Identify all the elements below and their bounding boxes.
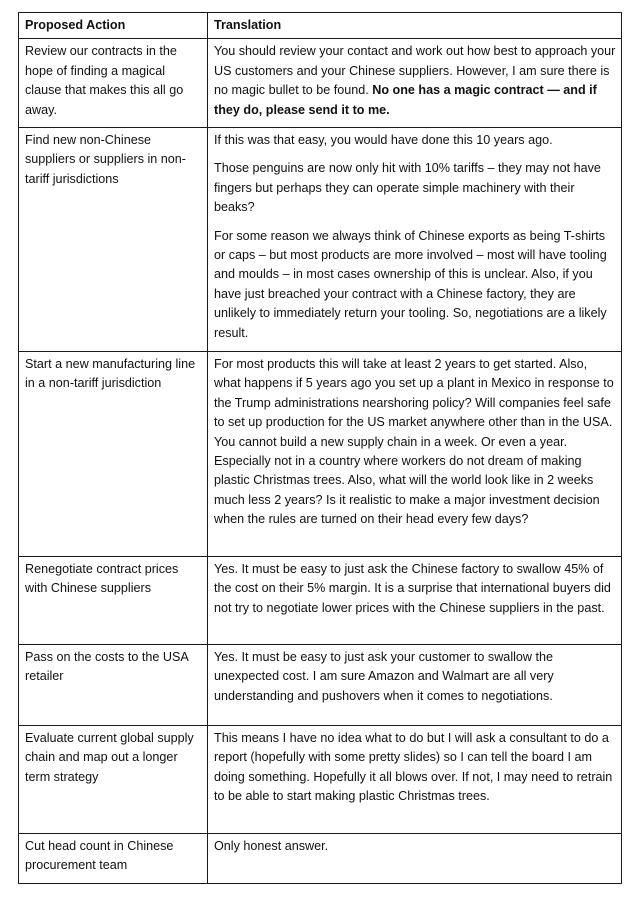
translation-cell — [208, 557, 622, 645]
translation-cell — [208, 352, 622, 557]
translation-paragraph: This means I have no idea what to do but I will ask a consultant to do a report (hopefully with some pretty slides) so I can tell the board I am doing something. Hopefully it all blows over. If not, I may need to retrain to be able to start making plastic Christmas trees. — [214, 731, 613, 804]
translation-paragraph: For some reason we always think of Chinese exports as being T-shirts or caps – but most products are more involved – most will have tooling and moulds – in most cases ownership of this is unclear. Also, if you have just breached your contract with a Chinese factory, they are unlikely to immediately return your tooling. So, negotiations are a likely result. — [214, 228, 607, 340]
table-row — [19, 726, 622, 834]
translation-cell — [208, 834, 622, 884]
table-row — [19, 128, 622, 352]
proposed-action-cell: Renegotiate contract prices with Chinese suppliers — [19, 557, 208, 645]
translation-cell — [208, 128, 622, 352]
translation-bold-text: No one has a magic contract — and if they do, please send it to me. — [214, 83, 597, 117]
proposed-action-cell: Start a new manufacturing line in a non-tariff jurisdiction — [19, 352, 208, 557]
translation-paragraph: Only honest answer. — [214, 839, 329, 854]
translation-paragraph: If this was that easy, you would have done this 10 years ago. — [214, 133, 553, 148]
table-row — [19, 557, 622, 645]
translation-text: You should review your contact and work out how best to approach your US customers and your Chinese suppliers. However, I am sure there is no magic bullet to be found. — [214, 44, 616, 98]
proposed-action-cell: Evaluate current global supply chain and map out a longer term strategy — [19, 726, 208, 834]
actions-table — [18, 12, 622, 884]
translation-cell — [208, 645, 622, 726]
table-header-row — [19, 13, 622, 39]
translation-cell — [208, 39, 622, 128]
header-translation: Translation — [208, 13, 622, 39]
header-proposed-action: Proposed Action — [19, 13, 208, 39]
table-row — [19, 834, 622, 884]
translation-paragraph: Those penguins are now only hit with 10% tariffs – they may not have fingers but perhaps they can operate simple machinery with their beaks? — [214, 161, 601, 215]
table-row — [19, 39, 622, 128]
proposed-action-cell: Pass on the costs to the USA retailer — [19, 645, 208, 726]
translation-paragraph: Yes. It must be easy to just ask your customer to swallow the unexpected cost. I am sure Amazon and Walmart are all very understanding and pushovers when it comes to negotiations. — [214, 650, 554, 703]
proposed-action-cell: Find new non-Chinese suppliers or suppliers in non-tariff jurisdictions — [19, 128, 208, 352]
proposed-action-cell: Cut head count in Chinese procurement team — [19, 834, 208, 884]
translation-paragraph: For most products this will take at least 2 years to get started. Also, what happens if 5 years ago you set up a plant in Mexico in response to the Trump administrations nearshoring policy? Will companies feel safe to set up production for the US market anywhere other than in the USA. You cannot build a new supply chain in a week. Or even a year. Especially not in a country where workers do not dream of making plastic Christmas trees. Also, what will the world look like in 2 weeks much less 2 years? Is it realistic to make a major investment decision when the rules are turned on their head every few days? — [214, 357, 614, 527]
translation-paragraph — [214, 42, 617, 120]
table-row — [19, 352, 622, 557]
proposed-action-cell: Review our contracts in the hope of finding a magical clause that makes this all go away. — [19, 39, 208, 128]
translation-cell — [208, 726, 622, 834]
translation-paragraph: Yes. It must be easy to just ask the Chinese factory to swallow 45% of the cost on their 5% margin. It is a surprise that international buyers did not try to negotiate lower prices with the Chinese suppliers in the past. — [214, 562, 611, 615]
table-row — [19, 645, 622, 726]
